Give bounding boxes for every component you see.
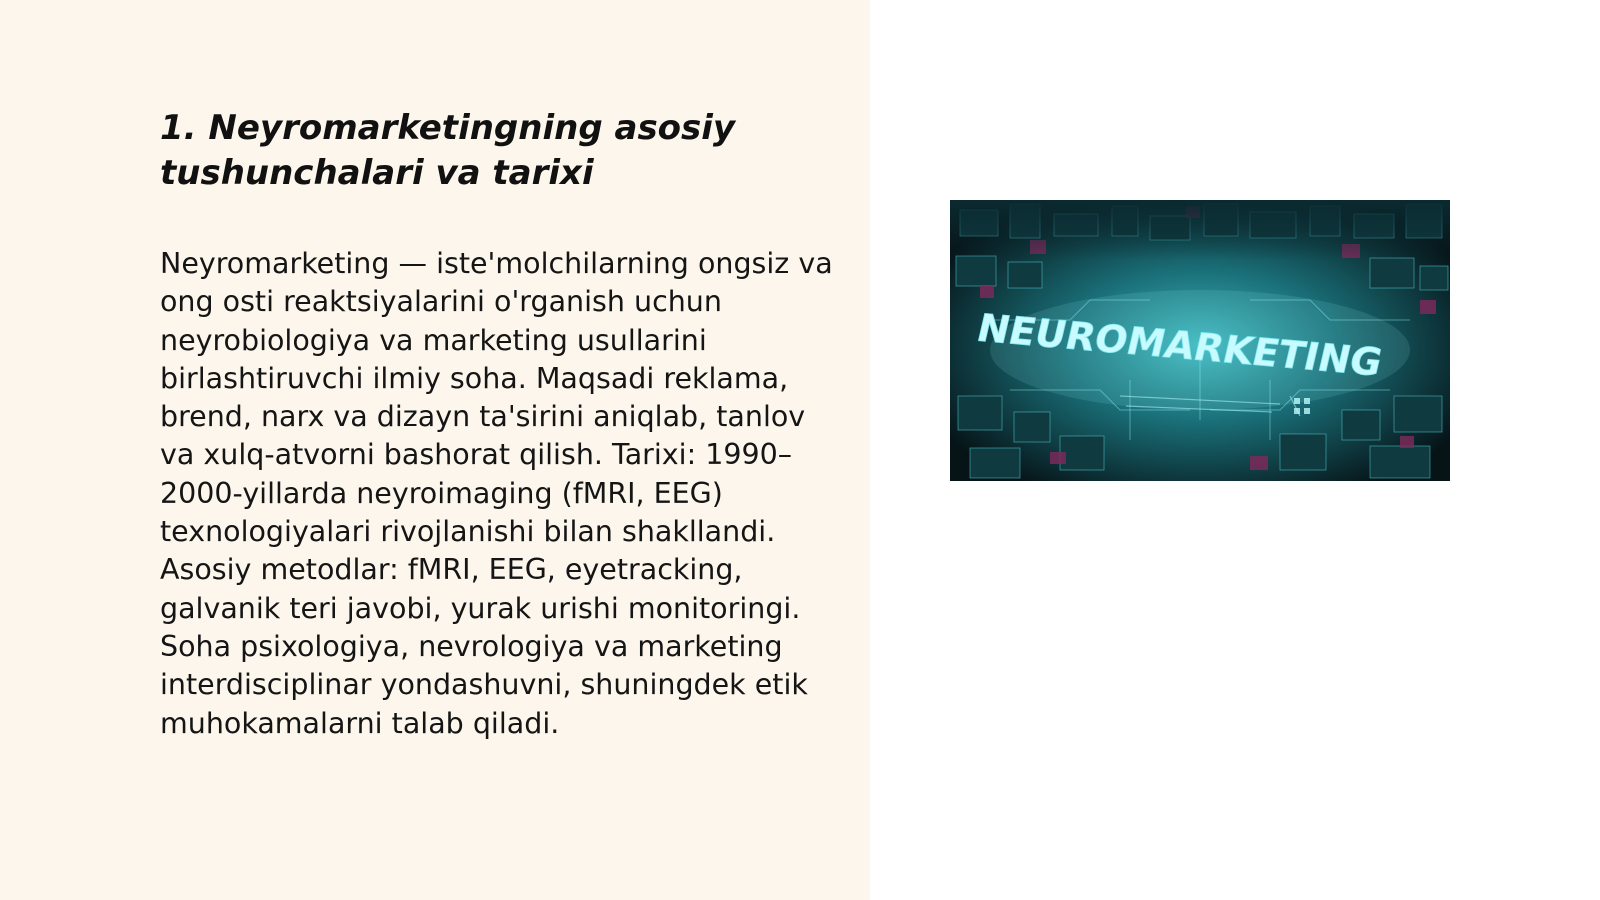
image-neuromarketing-text: NEUROMARKETING <box>972 307 1387 386</box>
slide-body-text: Neyromarketing — iste'molchilarning ongsiz va ong osti reaktsiyalarini o'rganish uchun neyrobiologiya va marketing usullarini birlashtiruvchi ilmiy soha. Maqsadi reklama, brend, narx va dizayn ta'sirini aniqlab, tanlov va xulq-atvorni bashorat qilish. Tarixi: 1990–2000-yillarda neyroimaging (fMRI, EEG) texnologiyalari rivojlanishi bilan shakllandi. Asosiy metodlar: fMRI, EEG, eyetracking, galvanik teri javobi, yurak urishi monitoringi. Soha psixologiya, nevrologiya va marketing interdisciplinar yondashuvni, shuningdek etik muhokamalarni talab qiladi. <box>160 247 833 740</box>
neuromarketing-image <box>950 200 1450 481</box>
slide-title: 1. Neyromarketingning asosiy tushunchalari va tarixi <box>160 108 736 193</box>
